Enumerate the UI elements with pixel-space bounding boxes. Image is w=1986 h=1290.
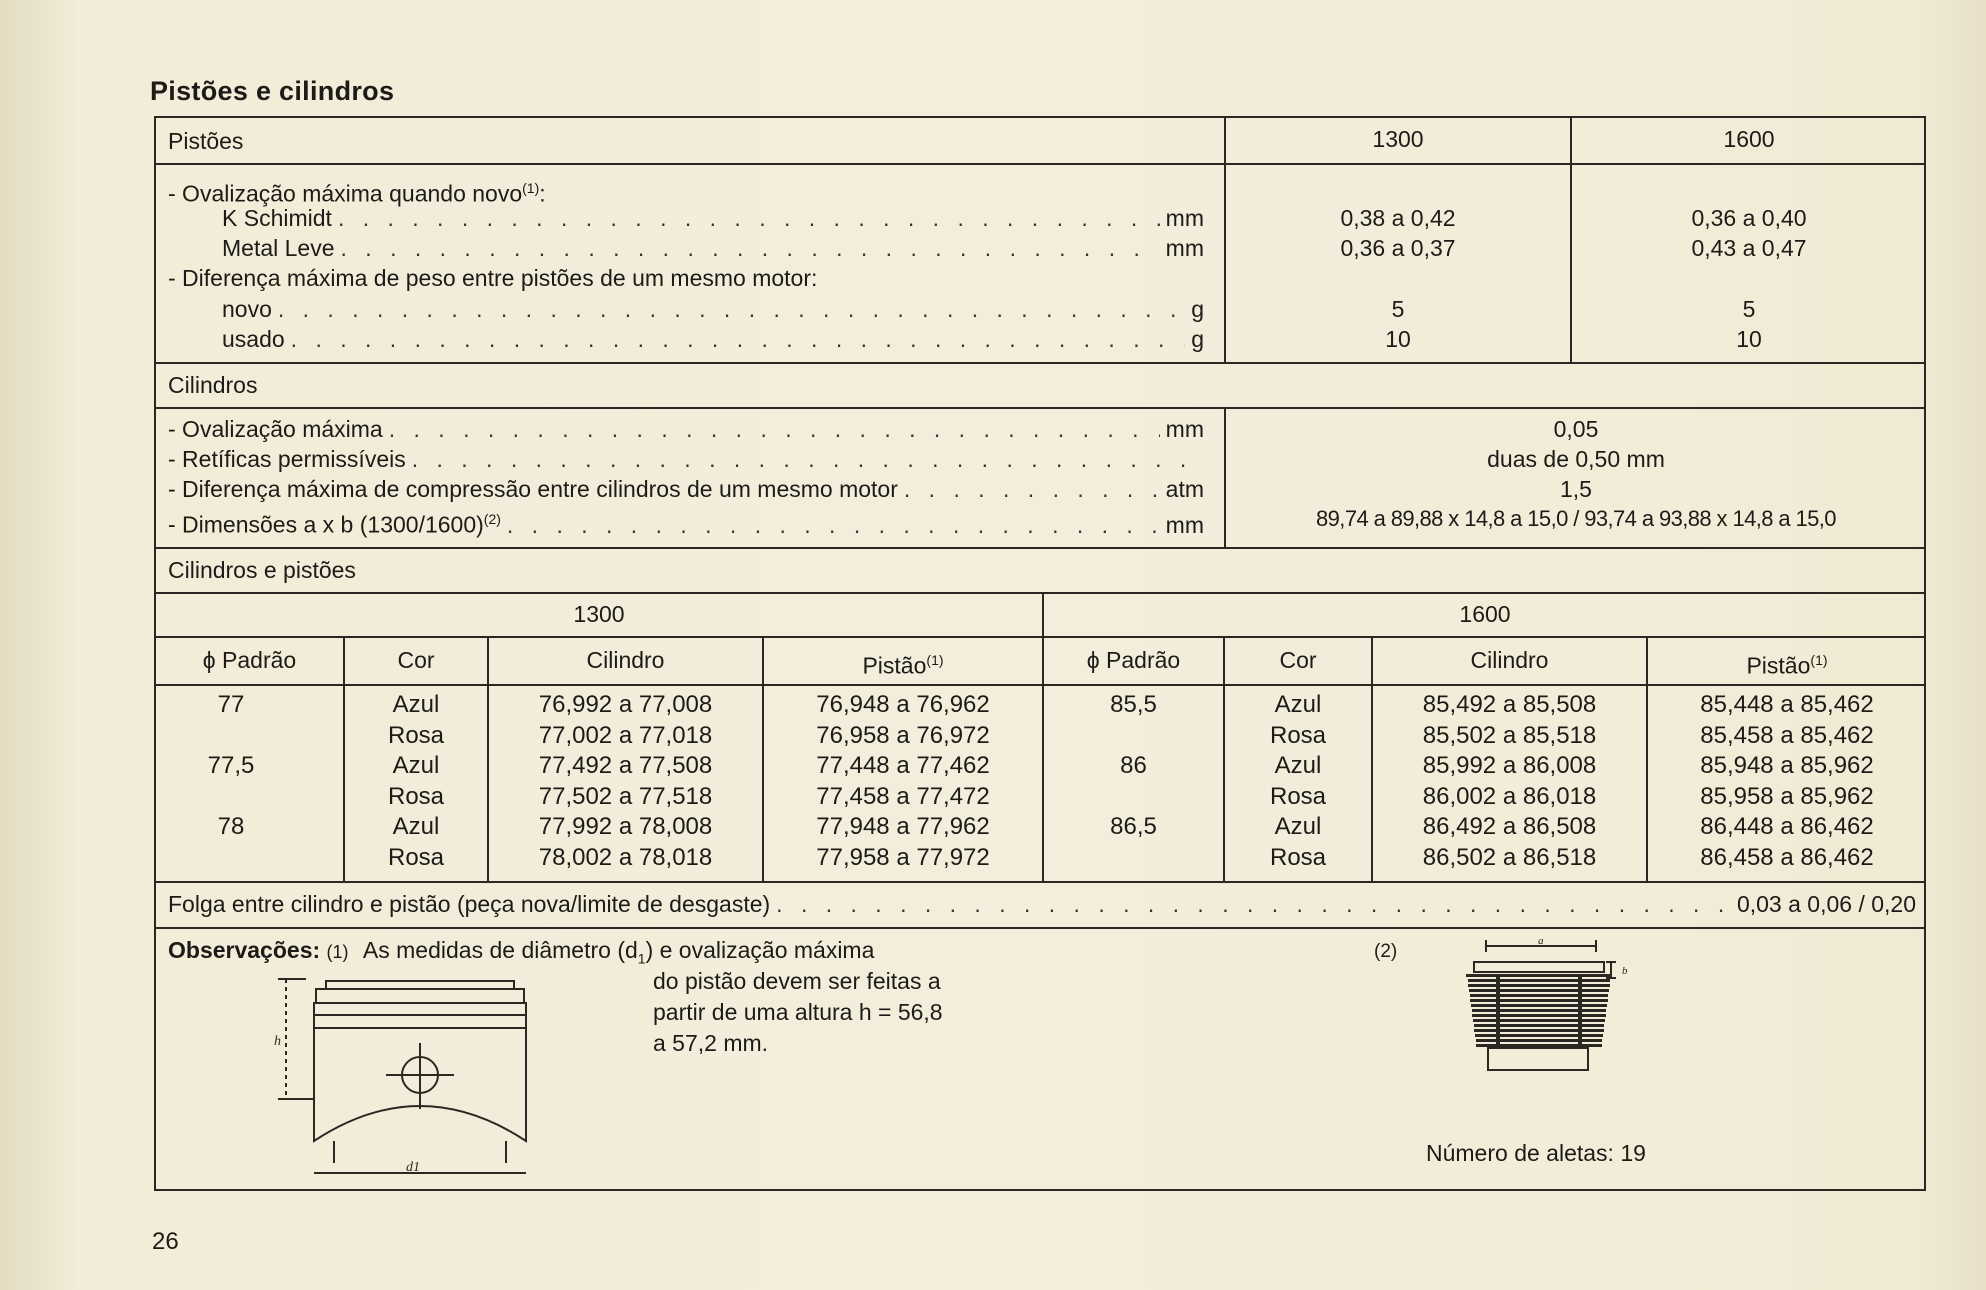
table-cell: 77,448 a 77,462 bbox=[816, 752, 990, 779]
diagram-label-h: h bbox=[274, 1034, 281, 1049]
group-header-1600: 1600 bbox=[1459, 601, 1511, 627]
spec-table bbox=[154, 116, 1926, 1191]
col-cor-1600: Cor bbox=[1279, 647, 1317, 673]
value-peso-novo-1300: 5 bbox=[1391, 296, 1405, 322]
divider bbox=[156, 547, 1924, 549]
divider bbox=[156, 362, 1924, 364]
table-cell: 86,002 a 86,018 bbox=[1422, 782, 1597, 810]
column-pistao-1300 bbox=[764, 690, 1042, 873]
table-cell: Azul bbox=[392, 752, 440, 779]
piston-diagram bbox=[256, 973, 586, 1183]
table-cell: 77,5 bbox=[207, 752, 255, 779]
table-cell bbox=[156, 843, 306, 874]
col-padrao-1300: ϕ Padrão bbox=[202, 647, 297, 673]
table-cell: 85,948 a 85,962 bbox=[1700, 752, 1874, 779]
row-retificas: - Retíficas permissíveis . . . bbox=[168, 444, 1204, 474]
section-header-cilindros: Cilindros bbox=[168, 372, 258, 398]
column-pistao-1600 bbox=[1648, 690, 1926, 873]
value-k-schimidt-1300: 0,38 a 0,42 bbox=[1340, 205, 1456, 231]
page-number: 26 bbox=[152, 1228, 179, 1255]
table-cell: 85,492 a 85,508 bbox=[1422, 691, 1597, 718]
note1-line2: do pistão devem ser feitas a bbox=[653, 968, 941, 994]
table-cell: Rosa bbox=[387, 843, 445, 871]
numero-aletas: Número de aletas: 19 bbox=[1426, 1140, 1646, 1166]
column-cor-1600 bbox=[1225, 690, 1371, 873]
row-folga: Folga entre cilindro e pistão (peça nova/limite de desgaste) . . . 0,03 a 0,06 / 0,20 bbox=[168, 889, 1926, 919]
observacoes-block: Observações: (1) As medidas de diâmetro $(d_1)$ e ovalização máxima bbox=[168, 937, 875, 967]
col-header-1300: 1300 bbox=[1372, 126, 1424, 152]
row-ovalizacao-maxima: - Ovalização máxima . . . mm bbox=[168, 414, 1204, 444]
table-cell: 76,992 a 77,008 bbox=[538, 691, 713, 718]
note1-line3: partir de uma altura h = 56,8 bbox=[653, 999, 943, 1025]
divider bbox=[156, 881, 1924, 883]
value-k-schimidt-1600: 0,36 a 0,40 bbox=[1691, 205, 1807, 231]
divider bbox=[156, 407, 1924, 409]
value-compressao: 1,5 bbox=[1560, 476, 1592, 502]
diagram-label-b: b bbox=[1622, 965, 1628, 977]
table-cell: Azul bbox=[1274, 691, 1322, 718]
divider bbox=[156, 684, 1924, 686]
cylinder-diagram bbox=[1456, 938, 1656, 1088]
value-retificas: duas de 0,50 mm bbox=[1487, 446, 1665, 472]
value-peso-novo-1600: 5 bbox=[1742, 296, 1756, 322]
row-peso-usado: usado . . . g bbox=[222, 324, 1204, 354]
table-cell: 77,958 a 77,972 bbox=[816, 843, 990, 871]
table-cell: 77,492 a 77,508 bbox=[538, 752, 713, 779]
table-cell: 77 bbox=[217, 691, 245, 718]
table-cell: Azul bbox=[1274, 813, 1322, 840]
table-cell: 78 bbox=[217, 813, 245, 840]
note1-line4: a 57,2 mm. bbox=[653, 1030, 769, 1056]
column-cor-1300 bbox=[345, 690, 487, 873]
table-cell bbox=[1044, 721, 1223, 752]
table-cell: 77,948 a 77,962 bbox=[816, 813, 990, 840]
table-cell bbox=[1044, 843, 1223, 874]
table-cell: Azul bbox=[1274, 752, 1322, 779]
column-cilindro-1600 bbox=[1373, 690, 1646, 873]
row-compressao: - Diferença máxima de compressão entre cilindros de um mesmo motor . . . atm bbox=[168, 474, 1204, 504]
divider bbox=[156, 592, 1924, 594]
table-cell bbox=[156, 782, 306, 813]
row-dimensoes: - Dimensões a x b $(1300/1600)^{(2)}$ . . . mm bbox=[168, 504, 1204, 534]
table-cell: 77,992 a 78,008 bbox=[538, 813, 713, 840]
table-cell: 77,502 a 77,518 bbox=[538, 782, 713, 810]
divider bbox=[156, 163, 1924, 165]
table-cell bbox=[156, 721, 306, 752]
peso-label: - Diferença máxima de peso entre pistões de um mesmo motor: bbox=[168, 265, 818, 291]
table-cell: Azul bbox=[392, 813, 440, 840]
diagram-label-a: a bbox=[1538, 938, 1544, 947]
table-cell: 77,002 a 77,018 bbox=[538, 721, 713, 749]
table-cell: Rosa bbox=[1269, 721, 1327, 749]
table-cell: 86,5 bbox=[1110, 813, 1157, 840]
ovalizacao-label: - Ovalização máxima quando novo$^{(1)}$: bbox=[168, 180, 546, 207]
table-cell: 86,458 a 86,462 bbox=[1700, 843, 1874, 871]
table-cell: 85,502 a 85,518 bbox=[1422, 721, 1597, 749]
table-cell: 76,948 a 76,962 bbox=[816, 691, 990, 718]
value-peso-usado-1600: 10 bbox=[1736, 326, 1762, 352]
group-header-1300: 1300 bbox=[573, 601, 625, 627]
divider bbox=[156, 927, 1924, 929]
table-cell: Rosa bbox=[387, 721, 445, 749]
table-cell: 85,958 a 85,962 bbox=[1700, 782, 1874, 810]
diagram-label-d1: d1 bbox=[406, 1160, 420, 1175]
table-cell: Rosa bbox=[1269, 843, 1327, 871]
table-cell: 85,992 a 86,008 bbox=[1422, 752, 1597, 779]
col-padrao-1600: ϕ Padrão bbox=[1086, 647, 1181, 673]
value-peso-usado-1300: 10 bbox=[1385, 326, 1411, 352]
table-cell: 77,458 a 77,472 bbox=[816, 782, 990, 810]
value-metal-leve-1600: 0,43 a 0,47 bbox=[1691, 235, 1807, 261]
row-k-schimidt: K Schimidt . . . mm bbox=[222, 203, 1204, 233]
section-header-cilindros-pistoes: Cilindros e pistões bbox=[168, 557, 356, 583]
divider bbox=[156, 636, 1924, 638]
table-cell: Rosa bbox=[387, 782, 445, 810]
page-title: Pistões e cilindros bbox=[150, 76, 395, 106]
table-cell: 86,492 a 86,508 bbox=[1422, 813, 1597, 840]
column-padrao-1300 bbox=[156, 690, 306, 873]
row-peso-novo: novo . . . g bbox=[222, 294, 1204, 324]
note2-marker: (2) bbox=[1374, 941, 1398, 962]
table-cell: 76,958 a 76,972 bbox=[816, 721, 990, 749]
col-cilindro-1300: Cilindro bbox=[586, 647, 665, 673]
table-cell: 86,502 a 86,518 bbox=[1422, 843, 1597, 871]
value-dimensoes: 89,74 a 89,88 x 14,8 a 15,0 / 93,74 a 93,88 x 14,8 a 15,0 bbox=[1316, 506, 1836, 531]
table-cell: Azul bbox=[392, 691, 440, 718]
table-cell: 85,448 a 85,462 bbox=[1700, 691, 1874, 718]
col-header-1600: 1600 bbox=[1723, 126, 1775, 152]
column-cilindro-1300 bbox=[489, 690, 762, 873]
table-cell bbox=[1044, 782, 1223, 813]
table-cell: 86 bbox=[1120, 752, 1147, 779]
table-cell: 85,5 bbox=[1110, 691, 1157, 718]
col-pistao-1300: Pistão$^{(1)}$ bbox=[862, 652, 944, 679]
col-cor-1300: Cor bbox=[397, 647, 435, 673]
col-cilindro-1600: Cilindro bbox=[1470, 647, 1549, 673]
table-cell: 86,448 a 86,462 bbox=[1700, 813, 1874, 840]
table-cell: 85,458 a 85,462 bbox=[1700, 721, 1874, 749]
value-metal-leve-1300: 0,36 a 0,37 bbox=[1340, 235, 1456, 261]
value-ovalizacao-maxima: 0,05 bbox=[1553, 416, 1599, 442]
row-metal-leve: Metal Leve . . . mm bbox=[222, 233, 1204, 263]
col-pistao-1600: Pistão$^{(1)}$ bbox=[1746, 652, 1828, 679]
column-padrao-1600 bbox=[1044, 690, 1223, 873]
section-header-pistoes: Pistões bbox=[168, 128, 244, 154]
table-cell: Rosa bbox=[1269, 782, 1327, 810]
table-cell: 78,002 a 78,018 bbox=[538, 843, 713, 871]
